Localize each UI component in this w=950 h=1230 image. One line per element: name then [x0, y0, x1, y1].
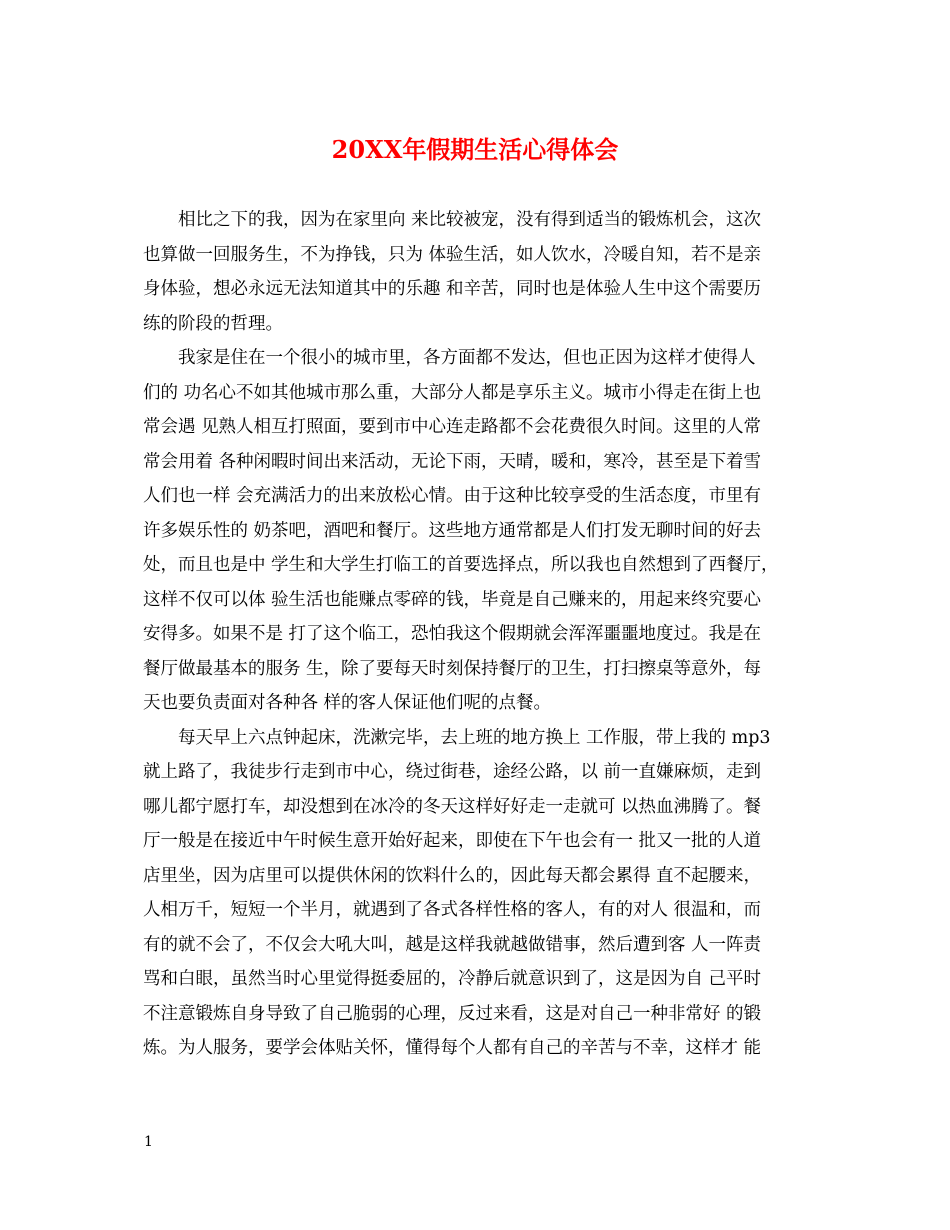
- paragraph-line: 有的就不会了，不仅会大吼大叫，越是这样我就越做错事，然后遭到客 人一阵责: [143, 934, 762, 955]
- paragraph-line: 骂和白眼，虽然当时心里觉得挺委屈的，冷静后就意识到了，这是因为自 己平时: [143, 969, 762, 989]
- paragraph-line: 这样不仅可以体 验生活也能赚点零碎的钱，毕竟是自己赚来的，用起来终究要心: [143, 589, 762, 610]
- paragraph-line: 身体验，想必永远无法知道其中的乐趣 和辛苦，同时也是体验人生中这个需要历: [143, 279, 762, 299]
- document-body: [143, 203, 811, 1066]
- paragraph-line: 练的阶段的哲理。: [143, 313, 283, 334]
- paragraph-line: 安得多。如果不是 打了这个临工，恐怕我这个假期就会浑浑噩噩地度过。我是在: [143, 624, 762, 644]
- paragraph-line: 也算做一回服务生，不为挣钱，只为 体验生活，如人饮水，冷暖自知，若不是亲: [143, 244, 762, 265]
- page-number: 1: [144, 1134, 153, 1150]
- paragraph-line: 相比之下的我，因为在家里向 来比较被宠，没有得到适当的锻炼机会，这次: [178, 210, 762, 230]
- paragraph-line: 不注意锻炼自身导致了自己脆弱的心理，反过来看，这是对自己一种非常好 的锻: [143, 1003, 762, 1024]
- paragraph-line: 餐厅做最基本的服务 生，除了要每天时刻保持餐厅的卫生，打扫擦桌等意外，每: [143, 658, 762, 679]
- paragraph-line: 我家是住在一个很小的城市里，各方面都不发达，但也正因为这样才使得人: [178, 348, 756, 368]
- paragraph-line: 炼。为人服务，要学会体贴关怀，懂得每个人都有自己的辛苦与不幸，这样才 能: [143, 1038, 762, 1058]
- paragraph-line: 天也要负责面对各种各 样的客人保证他们呢的点餐。: [143, 693, 552, 713]
- paragraph-line: 常会用着 各种闲暇时间出来活动，无论下雨，天晴，暖和，寒冷，甚至是下着雪: [143, 451, 762, 472]
- paragraph-line: 就上路了，我徒步行走到市中心，绕过街巷，途经公路，以 前一直嫌麻烦，走到: [143, 762, 762, 782]
- paragraph-line: 处，而且也是中 学生和大学生打临工的首要选择点，所以我也自然想到了西餐厅，: [143, 555, 779, 575]
- paragraph-line: 常会遇 见熟人相互打照面，要到市中心连走路都不会花费很久时间。这里的人常: [143, 417, 762, 437]
- document-title: 20XX年假期生活心得体会: [331, 135, 619, 164]
- paragraph-line: 每天早上六点钟起床，洗漱完毕，去上班的地方换上 工作服，带上我的 mp3: [178, 727, 771, 748]
- paragraph-line: 人相万千，短短一个半月，就遇到了各式各样性格的客人，有的对人 很温和，而: [143, 900, 762, 920]
- paragraph-line: 店里坐，因为店里可以提供休闲的饮料什么的，因此每天都会累得 直不起腰来，: [143, 865, 762, 886]
- paragraph-line: 许多娱乐性的 奶茶吧，酒吧和餐厅。这些地方通常都是人们打发无聊时间的好去: [143, 520, 762, 541]
- paragraph-line: 们的 功名心不如其他城市那么重，大部分人都是享乐主义。城市小得走在街上也: [143, 382, 762, 403]
- paragraph-line: 人们也一样 会充满活力的出来放松心情。由于这种比较享受的生活态度，市里有: [143, 486, 762, 506]
- paragraph-line: 厅一般是在接近中午时候生意开始好起来，即使在下午也会有一 批又一批的人道: [143, 831, 762, 851]
- paragraph-line: 哪儿都宁愿打车，却没想到在冰冷的冬天这样好好走一走就可 以热血沸腾了。餐: [143, 796, 762, 817]
